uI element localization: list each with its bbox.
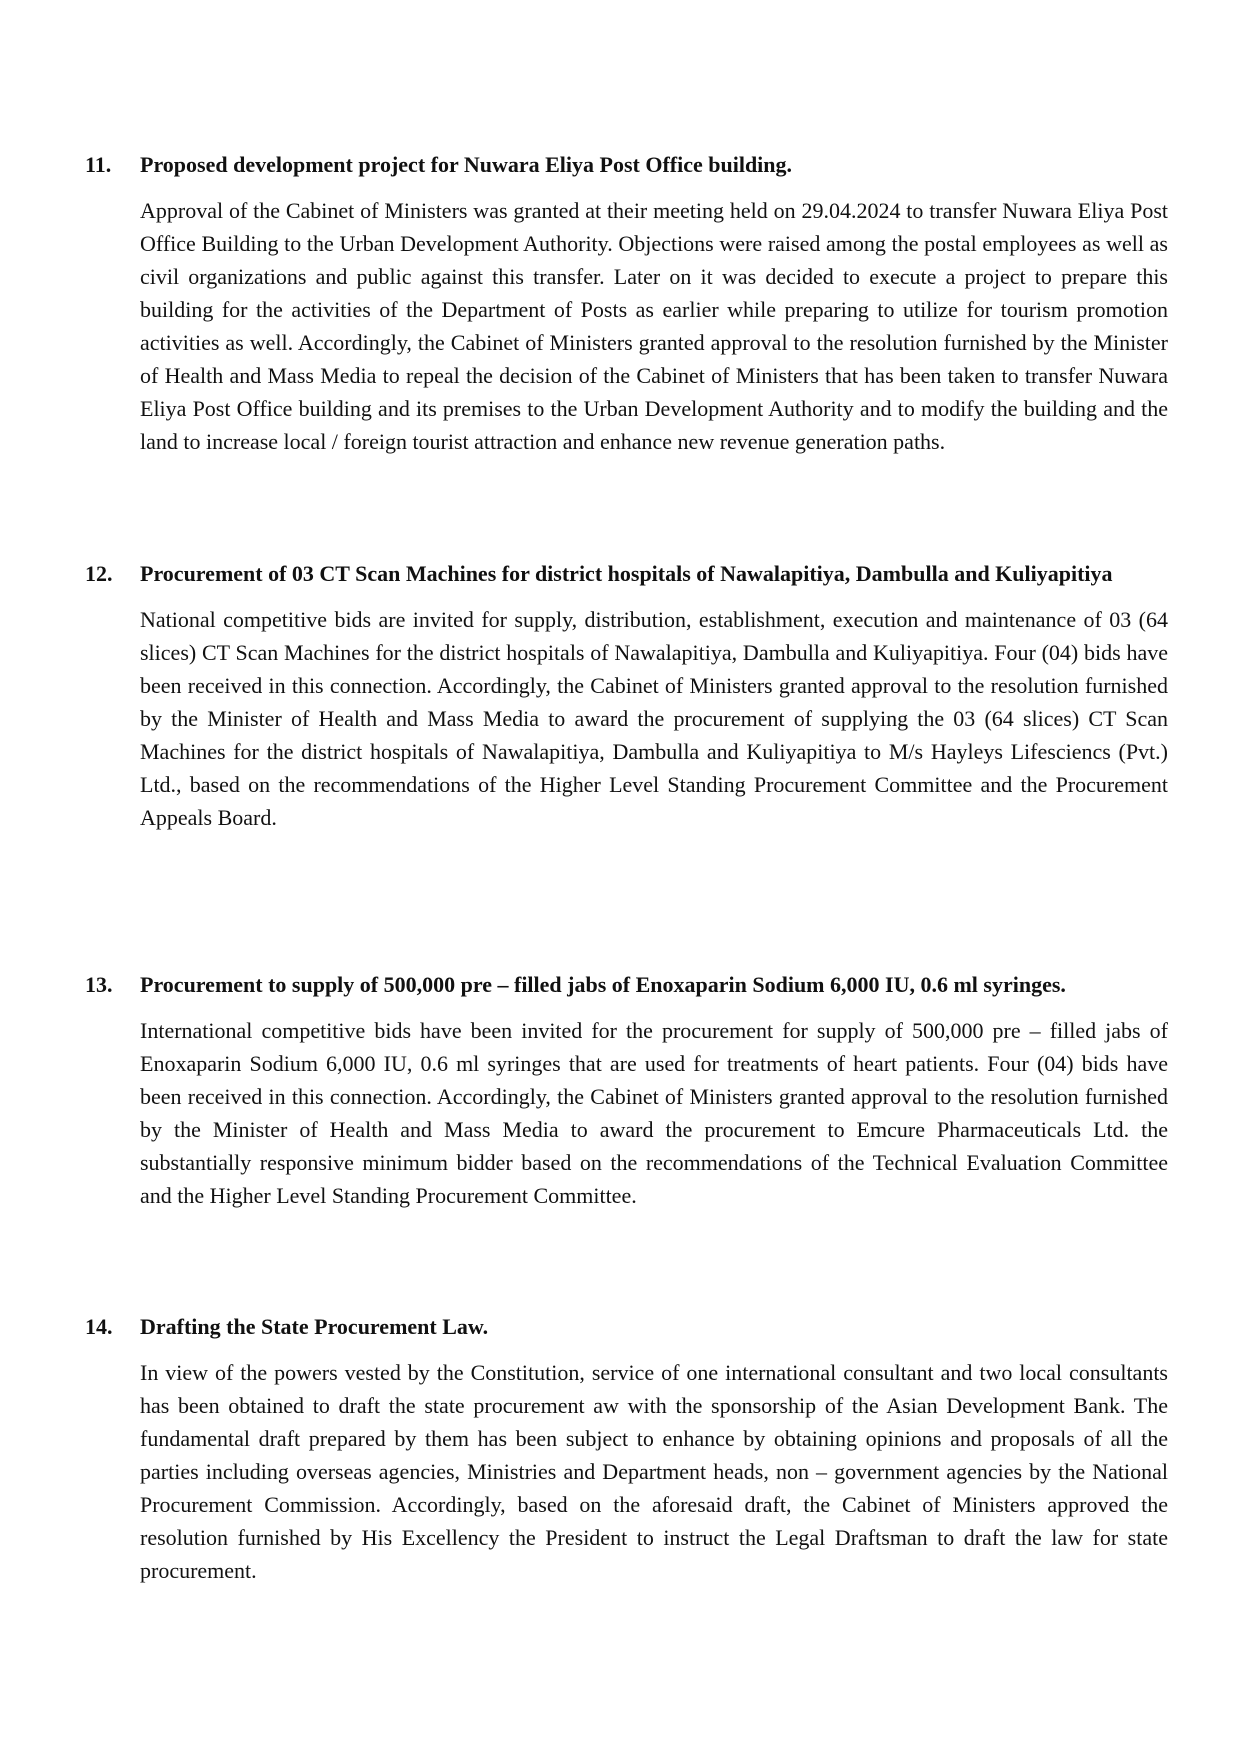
item-number: 13. (85, 972, 113, 997)
item-title: Proposed development project for Nuwara Eliya Post Office building. (140, 152, 793, 177)
item-body: International competitive bids have been invited for the procurement for supply of 500,000 pre – filled jabs of Enoxaparin Sodium 6,000 IU, 0.6 ml syringes that are used for treatments of heart patients. Four (04) bids have been received in this connection. Accordingly, the Cabinet of Ministers granted approval to the resolution furnished by the Minister of Health and Mass Media to award the procurement to Emcure Pharmaceuticals Ltd. the substantially responsive minimum bidder based on the recommendations of the Technical Evaluation Committee and the Higher Level Standing Procurement Committee. (140, 1018, 1168, 1208)
item-body: National competitive bids are invited for supply, distribution, establishment, execution and maintenance of 03 (64 slices) CT Scan Machines for the district hospitals of Nawalapitiya, Dambulla and Kuliyapitiya. Four (04) bids have been received in this connection. Accordingly, the Cabinet of Ministers granted approval to the resolution furnished by the Minister of Health and Mass Media to award the procurement of supplying the 03 (64 slices) CT Scan Machines for the district hospitals of Nawalapitiya, Dambulla and Kuliyapitiya to M/s Hayleys Lifesciencs (Pvt.) Ltd., based on the recommendations of the Higher Level Standing Procurement Committee and the Procurement Appeals Board. (140, 607, 1168, 830)
item-body: Approval of the Cabinet of Ministers was granted at their meeting held on 29.04.2024 to transfer Nuwara Eliya Post Office Building to the Urban Development Authority. Objections were raised among the postal employees as well as civil organizations and public against this transfer. Later on it was decided to execute a project to prepare this building for the activities of the Department of Posts as earlier while preparing to utilize for tourism promotion activities as well. Accordingly, the Cabinet of Ministers granted approval to the resolution furnished by the Minister of Health and Mass Media to repeal the decision of the Cabinet of Ministers that has been taken to transfer Nuwara Eliya Post Office building and its premises to the Urban Development Authority and to modify the building and the land to increase local / foreign tourist attraction and enhance new revenue generation paths. (140, 198, 1168, 454)
decision-item-11 (85, 150, 1168, 480)
decision-item-13 (85, 970, 1168, 1234)
item-title: Drafting the State Procurement Law. (140, 1314, 489, 1339)
item-heading (85, 1312, 1168, 1342)
item-heading (85, 559, 1168, 589)
item-number: 12. (85, 561, 113, 586)
item-heading (85, 150, 1168, 180)
item-title: Procurement to supply of 500,000 pre – filled jabs of Enoxaparin Sodium 6,000 IU, 0.6 ml syringes. (140, 972, 1066, 997)
decision-item-12 (85, 559, 1168, 856)
item-number: 14. (85, 1314, 113, 1339)
item-heading (85, 970, 1168, 1000)
item-body: In view of the powers vested by the Constitution, service of one international consultant and two local consultants has been obtained to draft the state procurement aw with the sponsorship of the Asian Development Bank. The fundamental draft prepared by them has been subject to enhance by obtaining opinions and proposals of all the parties including overseas agencies, Ministries and Department heads, non – government agencies by the National Procurement Commission. Accordingly, based on the aforesaid draft, the Cabinet of Ministers approved the resolution furnished by His Excellency the President to instruct the Legal Draftsman to draft the law for state procurement. (140, 1360, 1168, 1583)
decision-item-14 (85, 1312, 1168, 1609)
item-number: 11. (85, 152, 112, 177)
item-title: Procurement of 03 CT Scan Machines for district hospitals of Nawalapitiya, Dambulla and Kuliyapitiya (140, 561, 1113, 586)
